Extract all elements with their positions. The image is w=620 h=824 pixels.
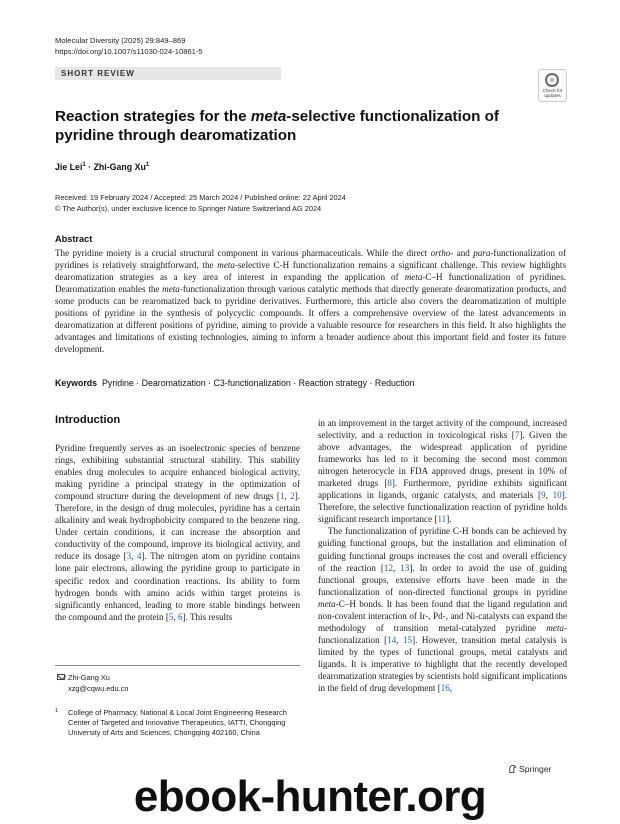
abstract-heading: Abstract [55,234,93,244]
affiliation: College of Pharmacy, National & Local Joint Engineering Research Center of Targeted and Innovative Therapeutics, IATTI, Chongqing University of Arts and Sciences, Chongqing 402160, China [68,708,287,737]
keywords-text: Pyridine · Dearomatization · C3-functionalization · Reaction strategy · Reduction [102,378,415,388]
citation-link[interactable]: 13 [400,562,410,573]
paragraph [55,442,300,623]
body-column-left [55,442,300,623]
check-for-updates-badge[interactable] [538,69,567,102]
text-run: ]. Given the above advantages, the widespread application of pyridine frameworks has led to it becoming the second most common nitrogen heterocycle in FDA approved drugs, present in 10% of marketed drugs [ [318,430,567,489]
citation-link[interactable]: 6 [178,611,183,622]
paragraph [318,525,567,694]
introduction-heading: Introduction [55,414,121,426]
publisher-logo: Springer [519,764,552,774]
text-run: ]. However, transition metal catalysis is limited by the types of functional groups, metal catalysts and ligands. It is imperative to highlight that the recently developed dearomatization strategies by scientists hold significant implications in the field of drug development [ [318,634,567,694]
text-run: ]. [446,514,452,525]
citation-link[interactable]: 8 [387,478,392,489]
journal-header [55,35,203,57]
journal-citation: Molecular Diversity (2025) 29:849–869 [55,36,186,45]
journal-doi[interactable]: https://doi.org/10.1007/s11030-024-10861-5 [55,47,203,56]
publication-dates: Received: 19 February 2024 / Accepted: 25 March 2024 / Published online: 22 April 2024 © The Author(s), under exclusive licence to Springer Nature Switzerland AG 2024 [55,193,346,213]
text-run: -C–H bonds. It has been found that the ligand regulation and non-covalent interaction of Ir-, Pd-, and Ni-catalysts can expand the methodology of transition metal-catalyzed pyridine [318,598,567,633]
corresponding-author: Zhi-Gang Xu [68,673,110,682]
citation-link[interactable]: 10 [552,490,562,501]
text-run: ]. Therefore, the selective functionalization reaction of pyridine holds significant research importance [ [318,490,567,525]
text-run: , [396,634,403,645]
text-run: , [284,491,291,502]
article-title: Reaction strategies for the meta-selective functionalization of pyridine through dearomatization [55,108,499,144]
abstract-text: The pyridine moiety is a crucial structural component in various pharmaceuticals. While the direct ortho- and para-functionalization of pyridines is relatively straightforward, the meta-selective C-H functionalization remains a significant challenge. This review highlights dearomatization strategies as a key area of interest in expanding the application of meta-C–H functionalization of pyridines. Dearomatization enables the meta-functionalization through various catalytic methods that directly generate dearomatization products, and some products can be rearomatized back to pyridine derivatives. Furthermore, this article also covers the dearomatization of multiple positions of pyridine in the synthesis of polycyclic compounds. It offers a comprehensive overview of the latest advancements in dearomatization at different positions of pyridine, aiming to provide a valuable resource for researchers in this field. It also highlights the advantages and limitations of existing technologies, aiming to inform a broader audience about this important field and foster its future development. [55,248,567,355]
author-name[interactable]: Zhi-Gang Xu [93,162,146,172]
footnote-divider [55,665,300,666]
text-run: ]. This results [182,611,233,622]
citation-link[interactable]: 12 [383,562,393,573]
text-run: Pyridine frequently serves as an isoelectronic species of benzene rings, exhibiting substantial structural stability. This stability enables drug molecules to acquire enhanced biological activity, making pyridine a principal strategy in the optimization of compound structure during the development of new drugs [ [55,443,300,502]
corresponding-email[interactable]: xzg@cqwu.edu.cn [68,684,129,693]
keywords-label: Keywords [55,378,98,388]
text-run: , [545,490,553,501]
citation-link[interactable]: 2 [290,491,295,502]
text-run: ]. Therefore, in the design of drug molecules, pyridine has a certain alkalinity and weak hydrophobicity compared to the benzene ring. Under certain conditions, it can increase the absorption and conductivity of the compound, improve its biological activity, and reduce its dosage [ [55,491,301,562]
text-run: , [131,551,137,562]
italic-term: meta [318,598,336,609]
text-run: in an improvement in the target activity of the compound, increased selectivity, and a reduction in toxicological risks [ [318,418,567,441]
article-type-label: SHORT REVIEW [61,68,135,78]
keywords [55,378,566,388]
italic-term: meta [546,622,564,633]
paragraph-continued [318,417,567,525]
text-run: ]. Furthermore, pyridine exhibits significant applications in ligands, organic catalysts, and materials [ [318,478,567,501]
text-run: , [173,611,178,622]
citation-link[interactable]: 16 [440,683,450,694]
watermark: ebook-hunter.org [133,772,487,821]
affiliation-number: 1 [55,708,59,714]
author-name[interactable]: Jie Lei [55,162,83,172]
citation-link[interactable]: 5 [168,611,174,622]
citation-link[interactable]: 3 [126,551,132,562]
text-run: -functionalization [ [318,622,567,645]
text-run: ]. In order to avoid the use of guiding functional groups, extensive efforts have been made in the functionalization of non-directed functional groups in pyridine [318,562,568,597]
citation-link[interactable]: 9 [541,490,546,501]
author-list: Jie Lei$^1$ · Zhi-Gang Xu$^1$ [55,162,150,172]
check-updates-text: Check for updates [542,88,563,99]
body-column-right [318,417,567,694]
citation-link[interactable]: 4 [136,551,142,562]
text-run: ]. The nitrogen atom on pyridine contains lone pair electrons, allowing the pyridine group to participate in specific redox and coordination reactions. Its ability to form hydrogen bonds with amino acids within target proteins is significantly enhanced, leading to more stable bindings between the compound and the protein [ [55,551,300,622]
citation-link[interactable]: 15 [403,634,413,645]
citation-link[interactable]: 14 [387,634,397,645]
email-icon [57,674,65,680]
citation-link[interactable]: 7 [514,430,520,441]
text-run: , [393,562,401,573]
text-run: , [449,683,453,694]
citation-link[interactable]: 1 [279,491,285,502]
text-run: The functionalization of pyridine C-H bonds can be achieved by guiding functional groups, but the installation and elimination of guiding functional groups increases the cost and overall efficiency of the reaction [ [318,526,567,573]
check-updates-icon [545,73,559,87]
citation-link[interactable]: 11 [437,514,447,525]
